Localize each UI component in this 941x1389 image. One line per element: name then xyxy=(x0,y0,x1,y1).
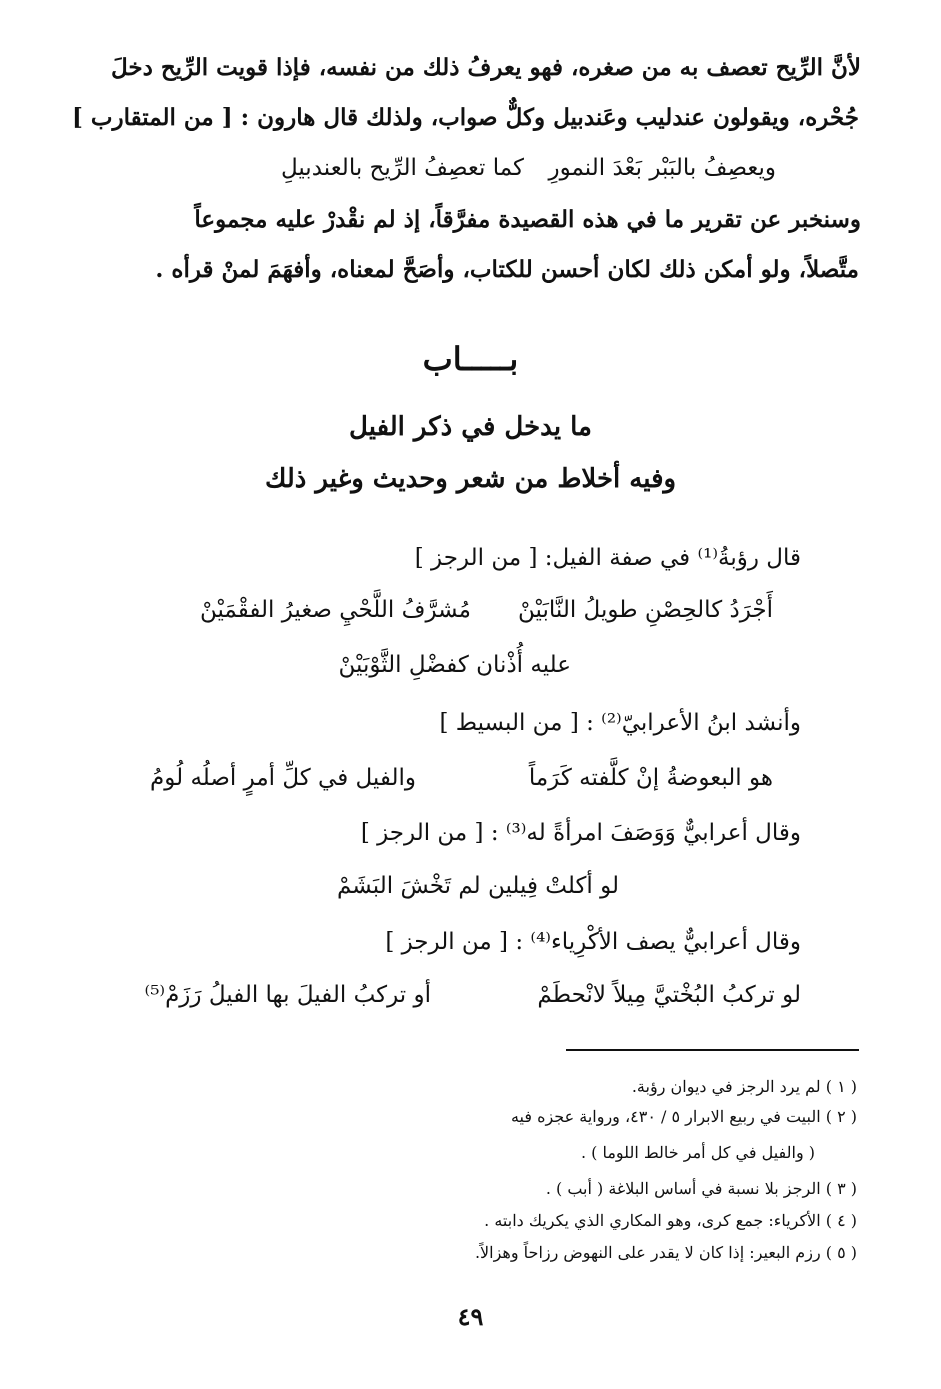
footnote-4: ( ٤ ) الأكرياء: جمع كرى، وهو المكاري الذي يكريك دابته . xyxy=(484,1211,857,1230)
footnote-2: ( ٢ ) البيت في ربيع الابرار ٥ / ٤٣٠، ورواية عجزه فيه xyxy=(510,1107,857,1126)
intro-verse-left: كما تعصِفُ الرِّيح بالعندبيلِ xyxy=(280,155,524,181)
footnote-1: ( ١ ) لم يرد الرجز في ديوان رؤبة. xyxy=(631,1077,857,1096)
intro-line-4: متَّصلاً، ولو أمكن ذلك لكان أحسن للكتاب، وأصَحَّ لمعناه، وأفهَمَ لمنْ قرأه . xyxy=(155,256,859,283)
entry-1-verse-right: أَجْرَدُ كالحِصْنِ طويلُ النَّابَيْنْ xyxy=(518,597,773,623)
page-number: ٤٩ xyxy=(457,1302,484,1331)
chapter-subtitle: وفيه أخلاط من شعر وحديث وغير ذلك xyxy=(264,464,677,494)
entry-3-intro: وقال أعرابيٌّ وَوَصَفَ امرأةً له⁽³⁾ : [ من الرجز ] xyxy=(360,820,801,846)
chapter-title: ما يدخل في ذكر الفيل xyxy=(349,412,592,442)
footnote-3: ( ٣ ) الرجز بلا نسبة في أساس البلاغة ( أبب ) . xyxy=(545,1179,857,1198)
intro-line-3: وسنخبر عن تقرير ما في هذه القصيدة مفرَّقاً، إذ لم نقْدرْ عليه مجموعاً xyxy=(194,206,861,233)
footnote-5: ( ٥ ) رزم البعير: إذا كان لا يقدر على النهوض رزاحاً وهزالاً. xyxy=(474,1243,857,1262)
intro-line-2: جُحْره، ويقولون عندليب وعَندبيل وكلٌّ صواب، ولذلك قال هارون : [ من المتقارب ] xyxy=(71,104,859,131)
entry-4-verse-left: أو تركبُ الفيلَ بها الفيلُ رَزَمْ⁽⁵⁾ xyxy=(144,982,431,1008)
intro-verse-right: ويعصِفُ بالبَبْر بَعْدَ النمورِ xyxy=(548,155,776,181)
entry-4-verse-right: لو تركبُ البُخْتيَّ مِيلاً لانْحطَمْ xyxy=(537,982,801,1008)
entry-1-verse-left: مُشرَّفُ اللَّحْيِ صغيرُ الفقْمَيْنْ xyxy=(199,597,471,623)
entry-1-verse-2: عليه أُذْنان كفضْلِ الثَّوْبَيْنْ xyxy=(338,652,571,678)
intro-line-1: لأنَّ الرِّيح تعصف به من صغره، فهو يعرفُ ذلك من نفسه، فإذا قويت الرِّيح دخلَ xyxy=(110,54,861,81)
entry-1-intro: قال رؤبةُ⁽¹⁾ في صفة الفيل: [ من الرجز ] xyxy=(414,545,801,571)
footnote-divider xyxy=(566,1049,859,1051)
footnote-2-continued: ( والفيل في كل أمر خالط اللوما ) . xyxy=(580,1143,815,1162)
entry-4-intro: وقال أعرابيٌّ يصف الأكْرِياء⁽⁴⁾ : [ من الرجز ] xyxy=(385,929,801,955)
entry-2-verse-right: هو البعوضةُ إنْ كلَّفته كَرَماً xyxy=(528,765,773,791)
chapter-bab: بـــــاب xyxy=(422,340,519,378)
entry-2-verse-left: والفيل في كلِّ أمرٍ أصلُه لُومُ xyxy=(150,765,416,791)
entry-2-intro: وأنشد ابنُ الأعرابيّ⁽²⁾ : [ من البسيط ] xyxy=(439,710,801,736)
entry-3-verse: لو أكلتْ فِيلين لم تَخْشَ البَشَمْ xyxy=(336,873,619,899)
